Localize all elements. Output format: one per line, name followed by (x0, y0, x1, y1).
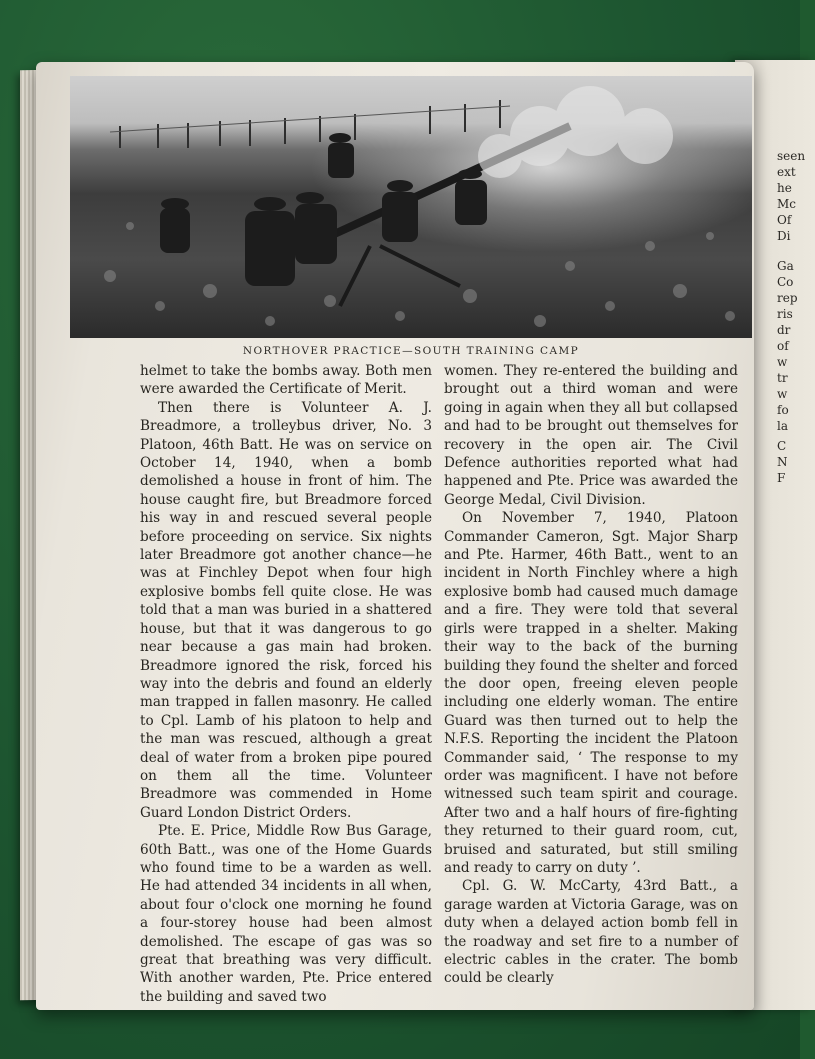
left-column (140, 362, 432, 1006)
next-page-fragment: w (777, 387, 788, 401)
next-page-fragment: he (777, 181, 792, 195)
next-page-fragment: N (777, 455, 788, 469)
paragraph: Then there is Volunteer A. J. Breadmore, a trolleybus driver, No. 3 Platoon, 46th Batt. He was on service on October 14, 1940, when a bomb demolished a house in front of him. The house caught fire, but Breadmore forced his way in and rescued several people before proceeding on service. Six nights later Breadmore got another chance—he was at Finchley Depot when four high explosive bombs fell quite close. He was told that a man was buried in a shattered house, but that it was dangerous to go near because a gas main had broken. Breadmore ignored the risk, forced his way into the debris and found an elderly man trapped in fallen masonry. He called to Cpl. Lamb of his platoon to help and the man was rescued, although a great deal of water from a broken pipe poured on them all the time. Volunteer Breadmore was commended in Home Guard London District Orders. (140, 399, 432, 821)
paragraph: Pte. E. Price, Middle Row Bus Garage, 60th Batt., was one of the Home Guards who found time to be a warden as well. He had attended 34 incidents in all when, about four o'clock one morning he found a four-storey house had been almost demolished. The escape of gas was so great that breathing was very difficult. With another warden, Pte. Price entered the building and saved two (140, 823, 432, 1005)
paragraph: Cpl. G. W. McCarty, 43rd Batt., a garage warden at Victoria Garage, was on duty when a delayed action bomb fell in the roadway and set fire to a number of electric cables in the crater. The bomb could be clearly (444, 878, 738, 987)
next-page-fragment: F (777, 471, 786, 485)
next-page-fragment: tr (777, 371, 788, 385)
paragraph: helmet to take the bombs away. Both men were awarded the Certificate of Merit. (140, 363, 432, 398)
next-page-fragment: la (777, 419, 788, 433)
next-page-fragment: Di (777, 229, 791, 243)
magazine-page (36, 62, 754, 1010)
next-page-fragment: Mc (777, 197, 797, 211)
photo-caption: NORTHOVER PRACTICE—SOUTH TRAINING CAMP (242, 345, 580, 357)
next-page-fragment: Of (777, 213, 792, 227)
paragraph: women. They re-entered the building and brought out a third woman and were going in again when they all but collapsed and had to be brought out themselves for recovery in the open air. The Civil Defence authorities reported what had happened and Pte. Price was awarded the George Medal, Civil Division. (444, 363, 738, 508)
next-page-fragment: dr (777, 323, 791, 337)
next-page-fragment: ext (777, 165, 796, 179)
next-page-fragment: Co (777, 275, 794, 289)
training-photo (70, 76, 752, 338)
soldiers-illustration (70, 76, 752, 338)
next-page-fragment: ris (777, 307, 793, 321)
next-page-fragment: of (777, 339, 789, 353)
next-page-fragment: rep (777, 291, 798, 305)
right-column (444, 362, 738, 988)
next-page-fragment: C (777, 439, 787, 453)
next-page-fragment: w (777, 355, 788, 369)
next-page-fragment: Ga (777, 259, 794, 273)
next-page-fragment: fo (777, 403, 789, 417)
next-page-fragment: seen (777, 149, 806, 163)
paragraph: On November 7, 1940, Platoon Commander Cameron, Sgt. Major Sharp and Pte. Harmer, 46th Batt., went to an incident in North Finchley where a high explosive bomb had caused much damage and a fire. They were told that several girls were trapped in a shelter. Making their way to the back of the burning building they found the shelter and forced the door open, freeing eleven people including one elderly woman. The entire Guard was then turned out to help the N.F.S. Reporting the incident the Platoon Commander said, ‘ The response to my order was magnificent. I have not before witnessed such team spirit and courage. After two and a half hours of fire-fighting they returned to their guard room, cut, bruised and saturated, but still smiling and ready to carry on duty ’. (444, 510, 738, 876)
